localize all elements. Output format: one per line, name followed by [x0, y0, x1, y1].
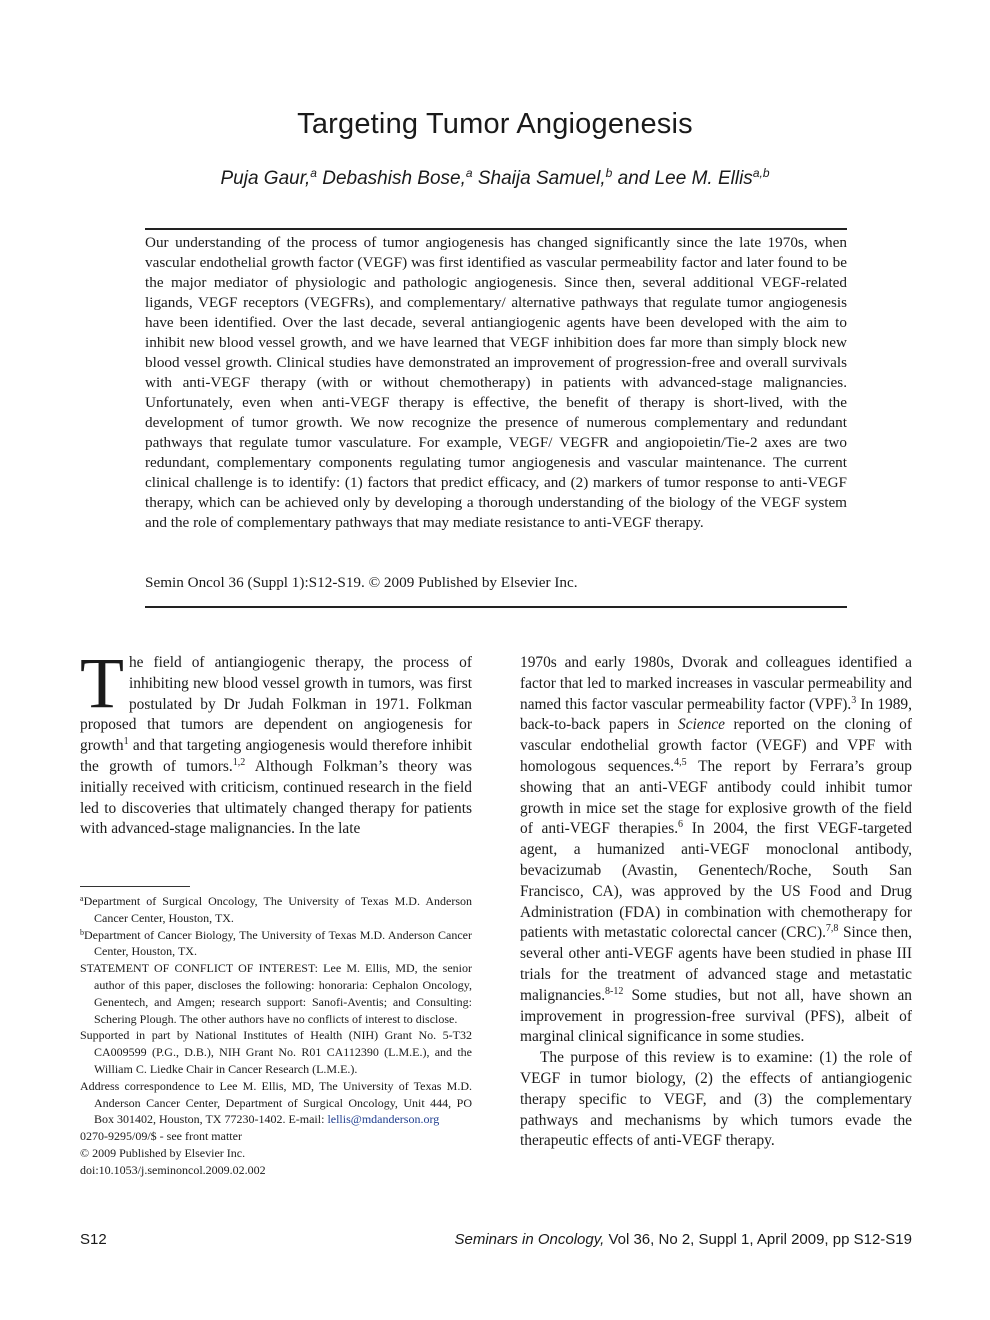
address-text: Address correspondence to Lee M. Ellis, MD, The University of Texas M.D. Anderson Cancer Center, Department of Surgical Oncology, Unit 444, PO Box 301402, Houston, TX 77230-1402. E-mail: — [80, 1078, 472, 1127]
author-affiliation-mark: b — [605, 166, 613, 180]
citation-ref: 6 — [678, 819, 684, 831]
abstract-bottom-rule — [145, 606, 847, 608]
author-affiliation-mark: a,b — [752, 166, 770, 180]
author-name: Puja Gaur, — [220, 168, 311, 189]
page-number: S12 — [80, 1231, 107, 1248]
affiliation-mark: b — [80, 927, 84, 937]
author-name: and Lee M. Ellis — [617, 168, 753, 189]
copyright-line: © 2009 Published by Elsevier Inc. — [80, 1145, 246, 1160]
body-paragraph: The purpose of this review is to examine: (1) the role of VEGF in tumor biology, (2) the effects of antiangiogenic therapy specific to VEGF, and (3) the complementary pathways and mechanisms by which tumors evade the therapeutic effects of anti-VEGF therapy. — [520, 1049, 912, 1150]
footnotes — [80, 893, 472, 1179]
abstract-top-rule — [145, 228, 847, 230]
doi-line: doi:10.1053/j.seminoncol.2009.02.002 — [80, 1162, 266, 1177]
body-paragraph — [520, 653, 912, 1048]
body-text: reported on the cloning of vascular endothelial growth factor (VEGF) and VPF with homologous sequences. — [520, 716, 912, 775]
body-text: Since then, several other anti-VEGF agents have been studied in phase III trials for the treatment of advanced stage and metastatic malignancies. — [520, 924, 912, 1004]
author-list — [0, 168, 990, 190]
citation-ref: 3 — [851, 694, 857, 706]
body-column-right — [520, 653, 912, 1152]
page-footer — [80, 1231, 912, 1253]
author-name: Debashish Bose, — [322, 168, 466, 189]
author-name: Shaija Samuel, — [477, 168, 606, 189]
author-affiliation-mark: a — [310, 166, 317, 180]
citation-ref: 1,2 — [232, 756, 246, 768]
article-title: Targeting Tumor Angiogenesis — [297, 108, 693, 140]
abstract: Our understanding of the process of tumor angiogenesis has changed significantly since the late 1970s, when vascular endothelial growth factor (VEGF) was first identified as vascular permeability factor and later found to be the major mediator of physiologic and pathologic angiogenesis. Since then, several additional VEGF-related ligands, VEGF receptors (VEGFRs), and complementary/ alternative pathways that regulate tumor angiogenesis have been identified. Over the last decade, several antiangiogenic agents have been developed with the aim to inhibit new blood vessel growth, and we have learned that VEGF inhibition does far more than simply block new blood vessel growth. Clinical studies have demonstrated an improvement of progression-free and overall survivals with anti-VEGF therapy (with or without chemotherapy) in patients with advanced-stage malignancies. Unfortunately, even when anti-VEGF therapy is effective, the benefit of therapy is short-lived, with the development of tumor growth. We now recognize the presence of numerous complementary and redundant pathways that regulate tumor vasculature. For example, VEGF/ VEGFR and angiopoietin/Tie-2 axes are two redundant, complementary components regulating tumor angiogenesis and vascular maintenance. The current clinical challenge is to identify: (1) factors that predict efficacy, and (2) markers of tumor response to anti-VEGF therapy, which can be achieved only by developing a thorough understanding of the biology of the VEGF system and the role of complementary pathways that may mediate resistance to anti-VEGF therapy. — [145, 234, 847, 531]
citation-ref: 4,5 — [674, 756, 687, 768]
affiliation-mark: a — [80, 894, 84, 903]
body-text: In 2004, the first VEGF-targeted agent, a humanized anti-VEGF monoclonal antibody, bevacizumab (Avastin, Genentech/Roche, South San Francisco, CA), was approved by the US Food and Drug Administration (FDA) in combination with chemotherapy for patients with metastatic colorectal cancer (CRC). — [520, 820, 912, 942]
citation-ref: 7,8 — [825, 923, 839, 935]
conflict-statement: STATEMENT OF CONFLICT OF INTEREST: Lee M. Ellis, MD, the senior author of this paper, discloses the following: honoraria: Cephalon Oncology, Genentech, and Amgen; research support: Sanofi-Aventis; and Consulting: Schering Plough. The other authors have no conflicts of interest to disclose. — [80, 961, 472, 1026]
journal-details: Vol 36, No 2, Suppl 1, April 2009, pp S12-S19 — [604, 1231, 912, 1248]
funding-statement: Supported in part by National Institutes of Health (NIH) Grant No. 5-T32 CA009599 (P.G., D.B.), NIH Grant No. R01 CA112390 (L.M.E.), and the William C. Liedke Chair in Cancer Research (L.M.E.). — [80, 1028, 472, 1076]
body-text: 1970s and early 1980s, Dvorak and colleagues identified a factor that led to marked increases in vascular permeability and named this factor vascular permeability factor (VPF). — [520, 654, 912, 713]
author-affiliation-mark: a — [465, 166, 473, 180]
affiliation-a — [80, 893, 472, 927]
footnote-rule — [80, 886, 190, 887]
citation-ref: 1 — [123, 736, 129, 748]
affiliation-b — [80, 927, 472, 961]
body-text: Although Folkman’s theory was initially received with criticism, continued research in the field led to discoveries that ultimately changed therapy for patients with advanced-stage malignancies. In the late — [80, 757, 472, 838]
journal-reference — [454, 1231, 912, 1248]
citation-ref: 8-12 — [605, 985, 624, 997]
affiliation-text: Department of Cancer Biology, The University of Texas M.D. Anderson Cancer Center, Houston, TX. — [84, 927, 472, 959]
body-text: The report by Ferrara’s group showing that an anti-VEGF antibody could inhibit tumor growth in mice set the stage for explosive growth of the field of anti-VEGF therapies. — [520, 757, 912, 838]
body-column-left — [80, 643, 472, 840]
body-text: Some studies, but not all, have shown an improvement in progression-free survival (PFS), albeit of marginal clinical significance in some studies. — [520, 986, 912, 1046]
body-text: In 1989, back-to-back papers in — [520, 695, 912, 734]
journal-name-italic: Science — [678, 716, 725, 734]
issn-line: 0270-9295/09/$ - see front matter — [80, 1129, 242, 1144]
affiliation-text: Department of Surgical Oncology, The University of Texas M.D. Anderson Cancer Center, Houston, TX. — [83, 894, 472, 925]
body-text: he field of antiangiogenic therapy, the process of inhibiting new blood vessel growth in tumors, was first postulated by Dr Judah Folkman in 1971. Folkman proposed that tumors are dependent on angiogenesis for growth — [80, 654, 472, 755]
email-link[interactable]: lellis@mdanderson.org — [327, 1112, 440, 1127]
citation: Semin Oncol 36 (Suppl 1):S12-S19. © 2009 Published by Elsevier Inc. — [145, 574, 578, 591]
journal-title: Seminars in Oncology, — [454, 1231, 605, 1248]
body-text: and that targeting angiogenesis would therefore inhibit the growth of tumors. — [80, 737, 472, 775]
intro-paragraph — [80, 643, 472, 840]
drop-cap: T — [80, 643, 124, 723]
correspondence-address — [80, 1078, 472, 1128]
